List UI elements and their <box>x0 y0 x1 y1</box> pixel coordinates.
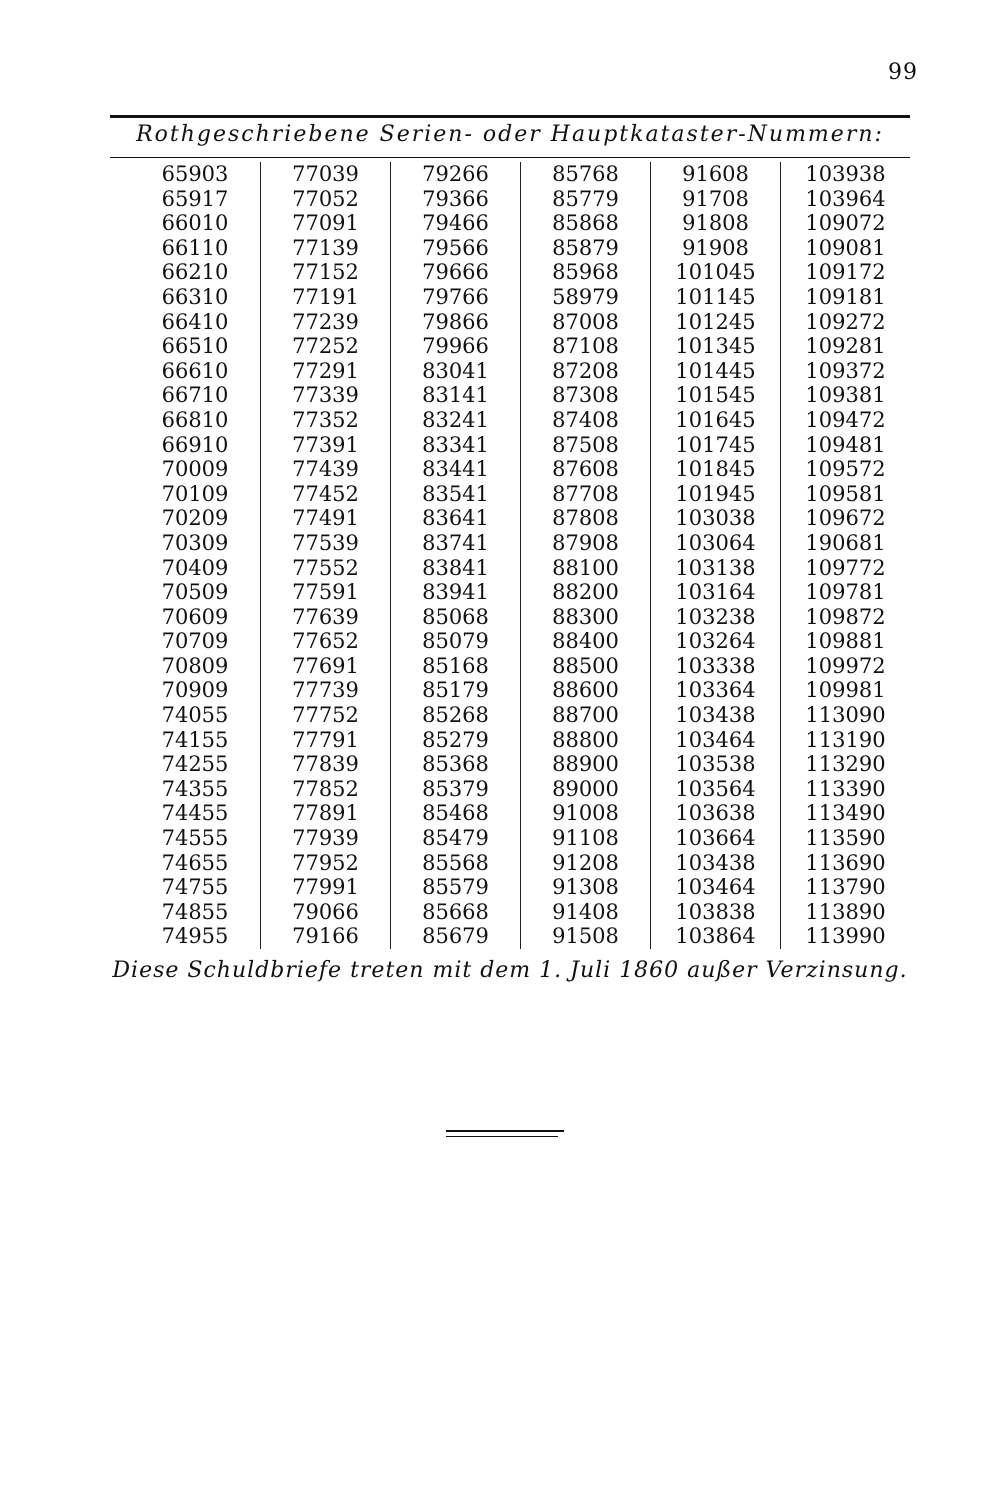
table-cell: 77239 <box>292 309 359 334</box>
table-cell: 85268 <box>422 703 489 728</box>
top-rule <box>110 115 910 118</box>
table-cell: 77791 <box>292 727 359 752</box>
table-cell: 74855 <box>161 899 229 924</box>
table-cell: 77591 <box>292 580 359 605</box>
table-cell: 113490 <box>805 801 886 826</box>
table-cell: 85179 <box>422 678 489 703</box>
table-cell: 103464 <box>675 727 756 752</box>
table-cell: 79466 <box>422 211 489 236</box>
table-cell: 103138 <box>675 555 756 580</box>
table-cell: 109272 <box>805 309 886 334</box>
table-cell: 85668 <box>422 899 489 924</box>
table-cell: 70109 <box>161 481 229 506</box>
table-cell: 85768 <box>552 162 619 186</box>
table-cell: 79266 <box>422 162 489 186</box>
table-column <box>650 162 780 949</box>
table-cell: 74055 <box>161 703 229 728</box>
table-cell: 91908 <box>682 235 749 260</box>
table-cell: 103938 <box>805 162 886 186</box>
table-cell: 79166 <box>292 924 359 949</box>
page-number: 99 <box>888 60 918 85</box>
table-cell: 88600 <box>552 678 619 703</box>
table-cell: 88400 <box>552 629 619 654</box>
table-column <box>390 162 520 949</box>
table-cell: 66210 <box>161 260 229 285</box>
table-cell: 74155 <box>161 727 229 752</box>
table-cell: 77052 <box>292 186 359 211</box>
table-cell: 101745 <box>675 432 756 457</box>
table-cell: 79666 <box>422 260 489 285</box>
table-cell: 77752 <box>292 703 359 728</box>
table-cell: 103364 <box>675 678 756 703</box>
closing-ornament <box>446 1130 564 1137</box>
table-cell: 88200 <box>552 580 619 605</box>
table-cell: 83341 <box>422 432 489 457</box>
table-cell: 70609 <box>161 604 229 629</box>
table-cell: 109181 <box>805 284 886 309</box>
table-cell: 103438 <box>675 703 756 728</box>
table-cell: 85079 <box>422 629 489 654</box>
table-cell: 103438 <box>675 850 756 875</box>
ornament-line <box>446 1130 564 1132</box>
table-cell: 190681 <box>805 530 886 555</box>
ornament-line <box>446 1136 558 1137</box>
table-cell: 74355 <box>161 776 229 801</box>
table-cell: 87508 <box>552 432 619 457</box>
table-cell: 70309 <box>161 530 229 555</box>
table-column <box>520 162 650 949</box>
table-cell: 109381 <box>805 383 886 408</box>
table-cell: 91008 <box>552 801 619 826</box>
table-cell: 77691 <box>292 653 359 678</box>
table-cell: 101045 <box>675 260 756 285</box>
table-cell: 113090 <box>805 703 886 728</box>
table-cell: 87308 <box>552 383 619 408</box>
table-cell: 109572 <box>805 457 886 482</box>
table-cell: 101345 <box>675 334 756 359</box>
table-cell: 77852 <box>292 776 359 801</box>
table-cell: 88800 <box>552 727 619 752</box>
table-cell: 83241 <box>422 407 489 432</box>
table-cell: 101445 <box>675 358 756 383</box>
table-cell: 113590 <box>805 826 886 851</box>
header-rule <box>110 157 910 158</box>
table-cell: 66510 <box>161 334 229 359</box>
table-cell: 66810 <box>161 407 229 432</box>
table-cell: 74555 <box>161 826 229 851</box>
table-cell: 77391 <box>292 432 359 457</box>
table-cell: 66610 <box>161 358 229 383</box>
table-cell: 85379 <box>422 776 489 801</box>
table-cell: 109581 <box>805 481 886 506</box>
table-cell: 83641 <box>422 506 489 531</box>
table-cell: 77939 <box>292 826 359 851</box>
table-cell: 113190 <box>805 727 886 752</box>
table-column <box>780 162 910 949</box>
table-cell: 91808 <box>682 211 749 236</box>
table-cell: 74755 <box>161 875 229 900</box>
table-cell: 85168 <box>422 653 489 678</box>
table-cell: 85579 <box>422 875 489 900</box>
table-cell: 66010 <box>161 211 229 236</box>
table-cell: 70909 <box>161 678 229 703</box>
table-cell: 79766 <box>422 284 489 309</box>
table-cell: 109472 <box>805 407 886 432</box>
table-cell: 74255 <box>161 752 229 777</box>
table-cell: 66310 <box>161 284 229 309</box>
table-cell: 87008 <box>552 309 619 334</box>
table-cell: 88100 <box>552 555 619 580</box>
table-cell: 83041 <box>422 358 489 383</box>
table-cell: 113790 <box>805 875 886 900</box>
table-cell: 77039 <box>292 162 359 186</box>
table-cell: 85368 <box>422 752 489 777</box>
table-cell: 88500 <box>552 653 619 678</box>
table-cell: 109881 <box>805 629 886 654</box>
table-cell: 85879 <box>552 235 619 260</box>
table-cell: 88700 <box>552 703 619 728</box>
table-cell: 88900 <box>552 752 619 777</box>
table-cell: 91708 <box>682 186 749 211</box>
table-cell: 113390 <box>805 776 886 801</box>
table-cell: 70709 <box>161 629 229 654</box>
table-cell: 101645 <box>675 407 756 432</box>
table-cell: 113890 <box>805 899 886 924</box>
table-cell: 85868 <box>552 211 619 236</box>
table-cell: 87708 <box>552 481 619 506</box>
table-cell: 83141 <box>422 383 489 408</box>
table-cell: 77891 <box>292 801 359 826</box>
table-cell: 101145 <box>675 284 756 309</box>
table-cell: 103538 <box>675 752 756 777</box>
table-cell: 103238 <box>675 604 756 629</box>
table-cell: 77139 <box>292 235 359 260</box>
table-cell: 66410 <box>161 309 229 334</box>
table-cell: 101845 <box>675 457 756 482</box>
table-cell: 77952 <box>292 850 359 875</box>
table-cell: 77639 <box>292 604 359 629</box>
table-cell: 103564 <box>675 776 756 801</box>
table-cell: 77539 <box>292 530 359 555</box>
table-cell: 77652 <box>292 629 359 654</box>
table-cell: 109981 <box>805 678 886 703</box>
table-cell: 85479 <box>422 826 489 851</box>
table-cell: 85968 <box>552 260 619 285</box>
table-cell: 113290 <box>805 752 886 777</box>
table-cell: 77739 <box>292 678 359 703</box>
table-cell: 103338 <box>675 653 756 678</box>
table-cell: 70009 <box>161 457 229 482</box>
table-cell: 91608 <box>682 162 749 186</box>
table-cell: 85068 <box>422 604 489 629</box>
table-cell: 91108 <box>552 826 619 851</box>
table-cell: 83441 <box>422 457 489 482</box>
table-cell: 87808 <box>552 506 619 531</box>
table-cell: 79966 <box>422 334 489 359</box>
table-cell: 70209 <box>161 506 229 531</box>
table-cell: 74955 <box>161 924 229 949</box>
table-cell: 101545 <box>675 383 756 408</box>
table-cell: 91208 <box>552 850 619 875</box>
table-cell: 91508 <box>552 924 619 949</box>
table-cell: 89000 <box>552 776 619 801</box>
table-cell: 91408 <box>552 899 619 924</box>
table-cell: 101245 <box>675 309 756 334</box>
table-cell: 101945 <box>675 481 756 506</box>
table-cell: 109372 <box>805 358 886 383</box>
table-cell: 85568 <box>422 850 489 875</box>
table-header-title: Rothgeschriebene Serien- oder Hauptkataster-Nummern: <box>136 122 884 147</box>
table-cell: 79566 <box>422 235 489 260</box>
table-cell: 109481 <box>805 432 886 457</box>
table-cell: 103264 <box>675 629 756 654</box>
table-cell: 113690 <box>805 850 886 875</box>
table-cell: 103664 <box>675 826 756 851</box>
table-cell: 74455 <box>161 801 229 826</box>
table-cell: 77991 <box>292 875 359 900</box>
table-cell: 70809 <box>161 653 229 678</box>
table-cell: 66110 <box>161 235 229 260</box>
table-cell: 109281 <box>805 334 886 359</box>
table-cell: 87208 <box>552 358 619 383</box>
table-cell: 87408 <box>552 407 619 432</box>
table-cell: 77252 <box>292 334 359 359</box>
table-cell: 79066 <box>292 899 359 924</box>
table-cell: 103464 <box>675 875 756 900</box>
table-cell: 77452 <box>292 481 359 506</box>
table-cell: 85279 <box>422 727 489 752</box>
table-cell: 70409 <box>161 555 229 580</box>
table-cell: 103038 <box>675 506 756 531</box>
table-cell: 87108 <box>552 334 619 359</box>
table-cell: 77439 <box>292 457 359 482</box>
table-cell: 109072 <box>805 211 886 236</box>
table-column <box>260 162 390 949</box>
table-cell: 87908 <box>552 530 619 555</box>
table-cell: 65917 <box>161 186 229 211</box>
table-cell: 103864 <box>675 924 756 949</box>
table-cell: 109081 <box>805 235 886 260</box>
table-cell: 77152 <box>292 260 359 285</box>
table-cell: 87608 <box>552 457 619 482</box>
table-cell: 109872 <box>805 604 886 629</box>
table-cell: 91308 <box>552 875 619 900</box>
table-cell: 74655 <box>161 850 229 875</box>
table-cell: 109772 <box>805 555 886 580</box>
table-cell: 103164 <box>675 580 756 605</box>
table-cell: 77339 <box>292 383 359 408</box>
table-cell: 109172 <box>805 260 886 285</box>
table-cell: 85679 <box>422 924 489 949</box>
table-cell: 113990 <box>805 924 886 949</box>
table-cell: 103838 <box>675 899 756 924</box>
table-cell: 77839 <box>292 752 359 777</box>
table-cell: 109972 <box>805 653 886 678</box>
table-cell: 85468 <box>422 801 489 826</box>
table-cell: 88300 <box>552 604 619 629</box>
table-cell: 77191 <box>292 284 359 309</box>
table-cell: 79366 <box>422 186 489 211</box>
table-cell: 109672 <box>805 506 886 531</box>
table-cell: 77091 <box>292 211 359 236</box>
table-cell: 66910 <box>161 432 229 457</box>
table-cell: 103638 <box>675 801 756 826</box>
table-cell: 83741 <box>422 530 489 555</box>
table-cell: 58979 <box>552 284 619 309</box>
table-cell: 77352 <box>292 407 359 432</box>
table-cell: 109781 <box>805 580 886 605</box>
table-cell: 77552 <box>292 555 359 580</box>
footer-note: Diese Schuldbriefe treten mit dem 1. Juli 1860 außer Verzinsung. <box>112 958 908 983</box>
table-cell: 83941 <box>422 580 489 605</box>
table-cell: 103064 <box>675 530 756 555</box>
serial-number-table <box>130 162 910 949</box>
table-cell: 65903 <box>161 162 229 186</box>
table-cell: 66710 <box>161 383 229 408</box>
table-cell: 79866 <box>422 309 489 334</box>
table-cell: 77291 <box>292 358 359 383</box>
table-cell: 85779 <box>552 186 619 211</box>
table-cell: 83841 <box>422 555 489 580</box>
table-cell: 103964 <box>805 186 886 211</box>
table-cell: 70509 <box>161 580 229 605</box>
table-cell: 83541 <box>422 481 489 506</box>
table-cell: 77491 <box>292 506 359 531</box>
table-column <box>130 162 260 949</box>
